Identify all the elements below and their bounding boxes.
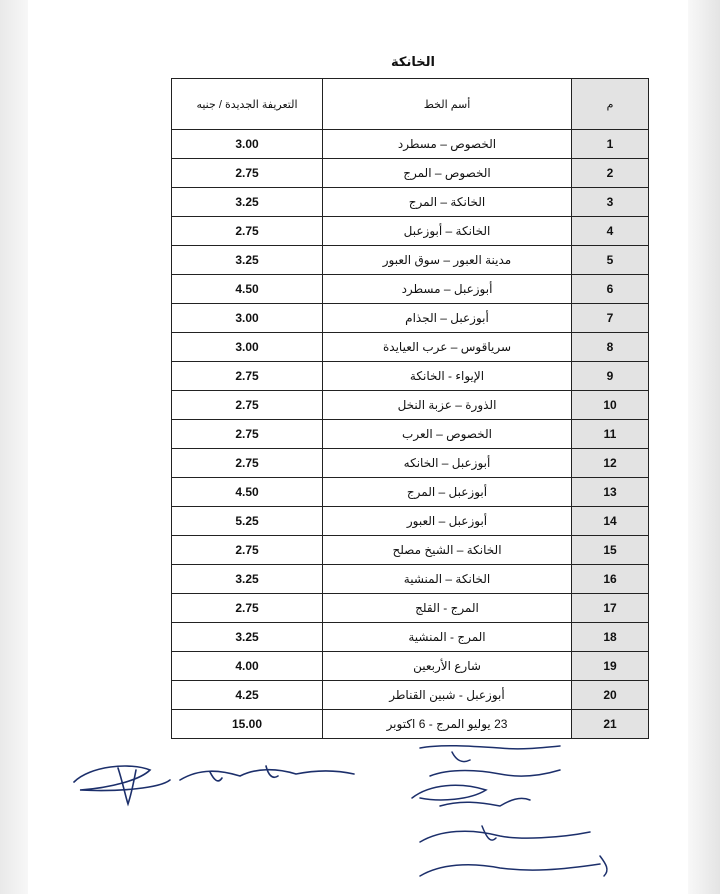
row-new-fare: 2.75 bbox=[172, 159, 323, 188]
signature-left bbox=[74, 766, 354, 804]
table-row bbox=[172, 420, 649, 449]
row-line-name: الخانكة – المنشية bbox=[323, 565, 572, 594]
row-number: 12 bbox=[572, 449, 649, 478]
row-line-name: أبوزعبل – مسطرد bbox=[323, 275, 572, 304]
table-row bbox=[172, 391, 649, 420]
row-new-fare: 15.00 bbox=[172, 710, 323, 739]
row-new-fare: 2.75 bbox=[172, 217, 323, 246]
row-new-fare: 4.50 bbox=[172, 478, 323, 507]
row-number: 21 bbox=[572, 710, 649, 739]
table-row bbox=[172, 507, 649, 536]
row-new-fare: 5.25 bbox=[172, 507, 323, 536]
table-row bbox=[172, 449, 649, 478]
row-new-fare: 3.25 bbox=[172, 188, 323, 217]
header-new-fare: التعريفة الجديدة / جنيه bbox=[172, 79, 323, 130]
row-new-fare: 2.75 bbox=[172, 362, 323, 391]
table-row bbox=[172, 188, 649, 217]
row-number: 16 bbox=[572, 565, 649, 594]
table-row bbox=[172, 623, 649, 652]
row-number: 9 bbox=[572, 362, 649, 391]
table-row bbox=[172, 536, 649, 565]
row-number: 2 bbox=[572, 159, 649, 188]
signature-right-1 bbox=[420, 746, 560, 762]
signatures-area bbox=[0, 740, 720, 894]
row-number: 15 bbox=[572, 536, 649, 565]
row-new-fare: 4.25 bbox=[172, 681, 323, 710]
row-new-fare: 2.75 bbox=[172, 391, 323, 420]
row-new-fare: 3.00 bbox=[172, 130, 323, 159]
row-line-name: الخصوص – المرج bbox=[323, 159, 572, 188]
row-line-name: المرج - المنشية bbox=[323, 623, 572, 652]
table-header-row bbox=[172, 79, 649, 130]
row-line-name: أبوزعبل – الخانكه bbox=[323, 449, 572, 478]
table-row bbox=[172, 681, 649, 710]
row-line-name: الخصوص – العرب bbox=[323, 420, 572, 449]
row-number: 6 bbox=[572, 275, 649, 304]
row-line-name: أبوزعبل – المرج bbox=[323, 478, 572, 507]
page-title: الخانكة bbox=[391, 54, 435, 69]
row-number: 13 bbox=[572, 478, 649, 507]
row-number: 3 bbox=[572, 188, 649, 217]
table-row bbox=[172, 652, 649, 681]
table-row bbox=[172, 594, 649, 623]
row-line-name: الخانكة – المرج bbox=[323, 188, 572, 217]
signature-right-4 bbox=[420, 826, 590, 842]
table-row bbox=[172, 710, 649, 739]
table-row bbox=[172, 478, 649, 507]
row-new-fare: 2.75 bbox=[172, 449, 323, 478]
table-row bbox=[172, 159, 649, 188]
row-number: 8 bbox=[572, 333, 649, 362]
fares-table-body bbox=[172, 130, 649, 739]
signature-right-2 bbox=[412, 770, 560, 800]
row-new-fare: 3.25 bbox=[172, 246, 323, 275]
row-number: 14 bbox=[572, 507, 649, 536]
row-line-name: الخصوص – مسطرد bbox=[323, 130, 572, 159]
row-line-name: المرج - القلج bbox=[323, 594, 572, 623]
row-line-name: الخانكة – الشيخ مصلح bbox=[323, 536, 572, 565]
table-row bbox=[172, 304, 649, 333]
row-line-name: أبوزعبل – العبور bbox=[323, 507, 572, 536]
row-new-fare: 3.25 bbox=[172, 565, 323, 594]
row-line-name: الذورة – عزبة النخل bbox=[323, 391, 572, 420]
row-number: 20 bbox=[572, 681, 649, 710]
row-line-name: أبوزعبل - شبين القناطر bbox=[323, 681, 572, 710]
row-number: 18 bbox=[572, 623, 649, 652]
header-line-name: أسم الخط bbox=[323, 79, 572, 130]
row-number: 5 bbox=[572, 246, 649, 275]
row-line-name: سرياقوس – عرب العيايدة bbox=[323, 333, 572, 362]
table-row bbox=[172, 275, 649, 304]
row-new-fare: 2.75 bbox=[172, 420, 323, 449]
row-new-fare: 4.00 bbox=[172, 652, 323, 681]
row-new-fare: 3.00 bbox=[172, 304, 323, 333]
row-line-name: الخانكة – أبوزعبل bbox=[323, 217, 572, 246]
row-line-name: مدينة العبور – سوق العبور bbox=[323, 246, 572, 275]
row-new-fare: 2.75 bbox=[172, 594, 323, 623]
row-number: 10 bbox=[572, 391, 649, 420]
row-number: 1 bbox=[572, 130, 649, 159]
row-line-name: الإيواء - الخانكة bbox=[323, 362, 572, 391]
row-line-name: شارع الأربعين bbox=[323, 652, 572, 681]
table-row bbox=[172, 333, 649, 362]
row-new-fare: 3.25 bbox=[172, 623, 323, 652]
table-row bbox=[172, 217, 649, 246]
signature-right-5 bbox=[420, 856, 607, 876]
row-line-name: 23 يوليو المرج - 6 اكتوبر bbox=[323, 710, 572, 739]
row-number: 17 bbox=[572, 594, 649, 623]
row-number: 11 bbox=[572, 420, 649, 449]
table-row bbox=[172, 362, 649, 391]
table-row bbox=[172, 130, 649, 159]
row-number: 7 bbox=[572, 304, 649, 333]
row-new-fare: 3.00 bbox=[172, 333, 323, 362]
header-number: م bbox=[572, 79, 649, 130]
row-number: 19 bbox=[572, 652, 649, 681]
row-number: 4 bbox=[572, 217, 649, 246]
row-new-fare: 2.75 bbox=[172, 536, 323, 565]
row-line-name: أبوزعبل – الجذام bbox=[323, 304, 572, 333]
table-row bbox=[172, 246, 649, 275]
fares-table bbox=[171, 78, 649, 739]
row-new-fare: 4.50 bbox=[172, 275, 323, 304]
table-row bbox=[172, 565, 649, 594]
